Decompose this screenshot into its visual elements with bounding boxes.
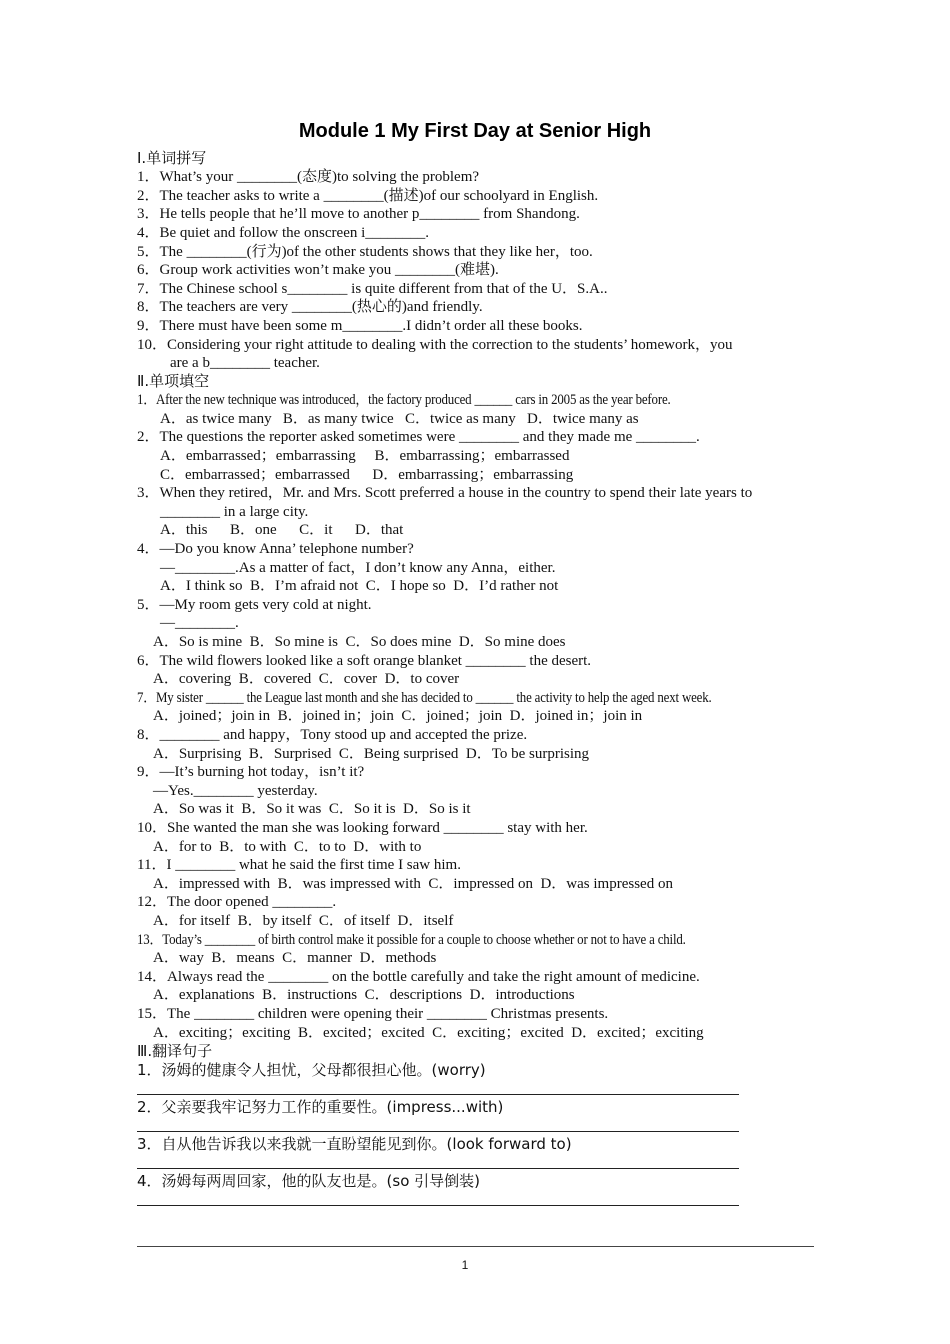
spelling-item: 5．The ________(行为)of the other students shows that they like her，too.	[137, 244, 593, 260]
question-stem: 7．My sister ______ the League last month and she has decided to ______ the activity to help the aged next week.	[137, 690, 712, 706]
question-stem: 14．Always read the ________ on the bottle carefully and take the right amount of medicine.	[137, 969, 700, 985]
answer-options: A．So was it B．So it was C．So it is D．So is it	[153, 801, 471, 817]
spelling-item: 4．Be quiet and follow the onscreen i________.	[137, 225, 430, 241]
spelling-item: 10．Considering your right attitude to dealing with the correction to the students’ homework，you	[137, 337, 733, 353]
question-stem: 13．Today’s ________ of birth control make it possible for a couple to choose whether or not to have a child.	[137, 932, 686, 948]
spelling-item: 2．The teacher asks to write a ________(描述)of our schoolyard in English.	[137, 188, 599, 204]
section-heading-spelling: Ⅰ.单词拼写	[137, 149, 207, 167]
answer-line	[137, 1131, 739, 1132]
section-heading-choice: Ⅱ.单项填空	[137, 372, 210, 390]
translation-item: 3．自从他告诉我以来我就一直盼望能见到你。(look forward to)	[137, 1135, 572, 1153]
page-title: Module 1 My First Day at Senior High	[298, 120, 652, 142]
answer-options: A．as twice many B．as many twice C．twice as many D．twice many as	[160, 411, 639, 427]
answer-options: A．way B．means C．manner D．methods	[153, 950, 437, 966]
question-stem: 6．The wild flowers looked like a soft orange blanket ________ the desert.	[137, 653, 592, 669]
question-stem-continuation: —________.	[160, 615, 239, 631]
answer-line	[137, 1094, 739, 1095]
translation-item: 4．汤姆每两周回家，他的队友也是。(so 引导倒装)	[137, 1172, 481, 1190]
question-stem: 4．—Do you know Anna’ telephone number?	[137, 541, 414, 557]
question-stem: 15．The ________ children were opening their ________ Christmas presents.	[137, 1006, 609, 1022]
answer-options: A．Surprising B．Surprised C．Being surprised D．To be surprising	[153, 746, 590, 762]
answer-options: A．for itself B．by itself C．of itself D．itself	[153, 913, 454, 929]
answer-options: A．embarrassed；embarrassing B．embarrassing；embarrassed	[160, 448, 570, 464]
question-stem: 11．I ________ what he said the first time I saw him.	[137, 857, 461, 873]
footer-divider	[137, 1246, 814, 1247]
answer-options: A．I think so B．I’m afraid not C．I hope so D．I’d rather not	[160, 578, 559, 594]
spelling-item-continuation: are a b________ teacher.	[170, 355, 320, 371]
answer-options: A．this B．one C．it D．that	[160, 522, 404, 538]
section-heading-translation: Ⅲ.翻译句子	[137, 1042, 213, 1060]
answer-options: A．impressed with B．was impressed with C．impressed on D．was impressed on	[153, 876, 673, 892]
question-stem: 9．—It’s burning hot today，isn’t it?	[137, 764, 365, 780]
answer-line	[137, 1205, 739, 1206]
question-stem: 1．After the new technique was introduced，the factory produced ______ cars in 2005 as the year before.	[137, 392, 671, 408]
question-stem-continuation: —Yes.________ yesterday.	[153, 783, 318, 799]
question-stem: 8．________ and happy，Tony stood up and accepted the prize.	[137, 727, 528, 743]
spelling-item: 9．There must have been some m________.I didn’t order all these books.	[137, 318, 583, 334]
answer-options: A．explanations B．instructions C．descriptions D．introductions	[153, 987, 575, 1003]
spelling-item: 6．Group work activities won’t make you ________(难堪).	[137, 262, 499, 278]
answer-options: A．So is mine B．So mine is C．So does mine D．So mine does	[153, 634, 566, 650]
translation-item: 1．汤姆的健康令人担忧，父母都很担心他。(worry)	[137, 1061, 486, 1079]
spelling-item: 8．The teachers are very ________(热心的)and friendly.	[137, 299, 483, 315]
spelling-item: 3．He tells people that he’ll move to another p________ from Shandong.	[137, 206, 580, 222]
translation-item: 2．父亲要我牢记努力工作的重要性。(impress...with)	[137, 1098, 504, 1116]
spelling-item: 1．What’s your ________(态度)to solving the problem?	[137, 169, 480, 185]
question-stem: 2．The questions the reporter asked sometimes were ________ and they made me ________.	[137, 429, 700, 445]
question-stem: 5．—My room gets very cold at night.	[137, 597, 372, 613]
answer-options: A．joined；join in B．joined in；join C．joined；join D．joined in；join in	[153, 708, 643, 724]
page-number: 1	[461, 1258, 469, 1272]
question-stem: 10．She wanted the man she was looking forward ________ stay with her.	[137, 820, 588, 836]
spelling-item: 7．The Chinese school s________ is quite different from that of the U．S.A..	[137, 281, 608, 297]
answer-options: A．exciting；exciting B．excited；excited C．exciting；excited D．excited；exciting	[153, 1025, 704, 1041]
answer-options: C．embarrassed；embarrassed D．embarrassing；embarrassing	[160, 467, 574, 483]
answer-line	[137, 1168, 739, 1169]
answer-options: A．covering B．covered C．cover D．to cover	[153, 671, 460, 687]
question-stem-continuation: ________ in a large city.	[160, 504, 309, 520]
question-stem: 12．The door opened ________.	[137, 894, 337, 910]
question-stem-continuation: —________.As a matter of fact，I don’t know any Anna，either.	[160, 560, 556, 576]
answer-options: A．for to B．to with C．to to D．with to	[153, 839, 422, 855]
question-stem: 3．When they retired，Mr. and Mrs. Scott preferred a house in the country to spend their late years to	[137, 485, 753, 501]
